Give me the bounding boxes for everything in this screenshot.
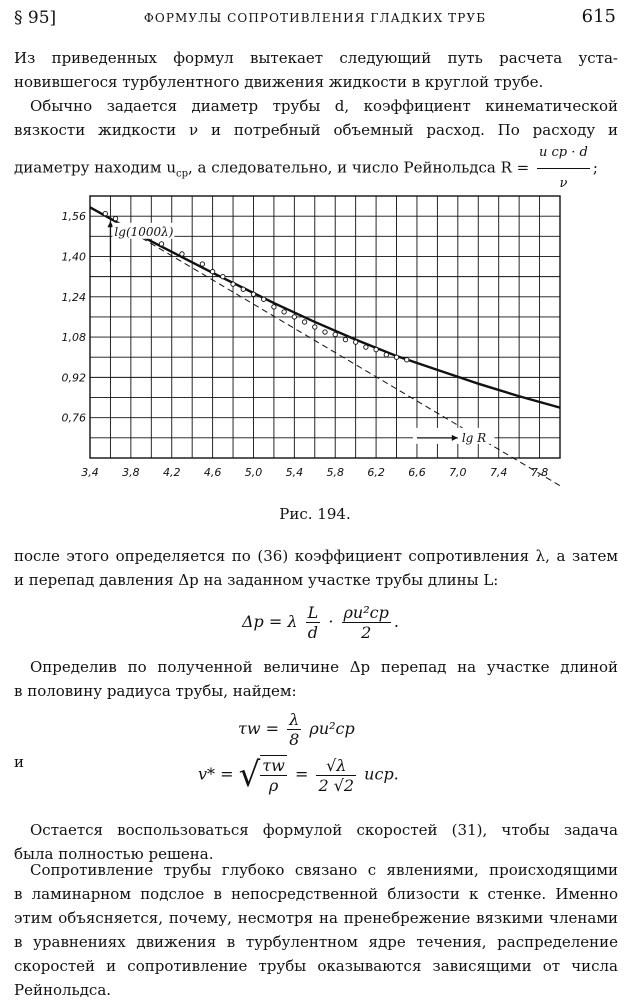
data-point-marker — [313, 325, 317, 329]
text-line: в уравнениях движения в турбулентном ядре течения, распределение — [14, 933, 618, 951]
data-point-marker — [210, 269, 214, 273]
fraction-denominator: 8 — [289, 730, 300, 749]
paragraph-6 — [14, 858, 618, 1002]
x-tick-label: 5,0 — [244, 466, 263, 479]
sqrt-sign: √ — [238, 755, 261, 795]
text-line: Обычно задается диаметр трубы d, коэффициент кинематической — [30, 97, 618, 115]
x-tick-label: 7,4 — [489, 466, 508, 479]
text-line: Из приведенных формул вытекает следующий путь расчета уста- — [14, 49, 618, 67]
data-point-marker — [353, 340, 357, 344]
text-fragment: диаметру находим u — [14, 158, 176, 177]
text-line: скоростей и сопротивление трубы оказываются зависящими от числа — [14, 957, 618, 975]
data-point-marker — [405, 358, 409, 362]
page-number: 615 — [581, 6, 616, 27]
text-fragment: , а следовательно, и число Рейнольдса R = — [188, 158, 530, 177]
x-tick-label: 3,4 — [81, 466, 99, 479]
x-tick-label: 7,8 — [530, 466, 549, 479]
pressure-drop-formula: Δp = λ $\frac{L}{d}$ · $\frac{\text{ρu²ср}}{2}$ . — [242, 603, 399, 642]
data-point-marker — [282, 310, 286, 314]
fraction-numerator: L — [307, 603, 319, 622]
fraction-denominator: ν — [559, 176, 568, 191]
text-line: новившегося турбулентного движения жидкости в круглой трубе. — [14, 73, 544, 91]
data-point-marker — [343, 337, 347, 341]
text-line: в ламинарном подслое в непосредственной близости к стенке. Именно — [14, 885, 618, 903]
data-point-marker — [272, 305, 276, 309]
section-number: § 95] — [14, 8, 57, 28]
formula-rhs: uср. — [364, 764, 399, 784]
data-point-marker — [333, 332, 337, 336]
sqrt-fraction — [260, 755, 287, 795]
text-line: Сопротивление трубы глубоко связано с явлениями, происходящими — [30, 861, 618, 879]
x-tick-label: 6,6 — [408, 466, 426, 479]
equals-sign: = — [294, 764, 309, 784]
text-line: и перепад давления Δp на заданном участке трубы длины L: — [14, 571, 499, 589]
data-point-marker — [103, 211, 107, 215]
data-point-marker — [364, 345, 368, 349]
formula-rhs: ρu²ср — [309, 719, 355, 738]
data-point-marker — [374, 347, 378, 351]
paragraph-3 — [14, 544, 618, 592]
data-point-marker — [323, 330, 327, 334]
y-tick-label: 1,40 — [61, 250, 86, 264]
fraction-numerator: √λ — [316, 756, 356, 776]
subscript: ср — [175, 168, 188, 180]
paragraph-4 — [14, 655, 618, 703]
running-title: ФОРМУЛЫ СОПРОТИВЛЕНИЯ ГЛАДКИХ ТРУБ — [143, 11, 487, 25]
formula-lhs: Δp = λ — [242, 612, 298, 631]
data-point-marker — [384, 353, 388, 357]
data-point-marker — [113, 216, 117, 220]
fraction-denominator: 2 √2 — [318, 775, 355, 795]
x-tick-label: 4,6 — [203, 466, 222, 479]
conjunction-and: и — [14, 753, 24, 771]
fraction-numerator: λ — [287, 710, 301, 730]
y-tick-label: 0,92 — [61, 371, 86, 385]
y-tick-label: 1,56 — [61, 210, 86, 224]
paragraph-1 — [14, 46, 618, 94]
data-point-marker — [221, 274, 225, 278]
fraction-denominator: d — [307, 623, 319, 642]
data-point-marker — [261, 297, 265, 301]
friction-velocity-formula — [198, 755, 399, 795]
fraction-denominator: 2 — [361, 623, 372, 642]
x-tick-label: 5,4 — [285, 466, 304, 479]
fraction-lambda-over-8 — [287, 710, 301, 749]
fraction-numerator: u ср · d — [537, 138, 590, 169]
data-point-marker — [231, 282, 235, 286]
fraction-sqrt-lambda — [316, 756, 356, 795]
data-point-marker — [241, 287, 245, 291]
text-line: Остается воспользоваться формулой скоростей (31), чтобы задача — [30, 821, 618, 839]
formula-lhs: τw = — [238, 719, 280, 738]
paragraph-2 — [14, 94, 618, 142]
y-tick-label: 0,76 — [61, 411, 86, 425]
data-point-marker — [251, 292, 255, 296]
data-point-marker — [200, 262, 204, 266]
text-line: была полностью решена. — [14, 845, 214, 863]
paragraph-2-line-3: диаметру находим $u_{ср}$, а следовательно, и число Рейнольдса R = $\frac{\text{u ср · d}}{\nu}$ ; — [14, 138, 618, 199]
x-tick-label: 4,2 — [162, 466, 181, 479]
x-tick-label: 5,8 — [326, 466, 344, 479]
x-tick-label: 3,8 — [122, 466, 140, 479]
data-point-marker — [159, 242, 163, 246]
x-tick-label: 6,2 — [367, 466, 385, 479]
fraction-numerator: τw — [262, 756, 285, 775]
y-tick-label: 1,24 — [61, 290, 86, 304]
fraction-l-over-d — [306, 603, 321, 642]
text-line: вязкости жидкости ν и потребный объемный расход. По расходу и — [14, 121, 618, 139]
wall-stress-formula — [238, 710, 355, 749]
data-point-marker — [394, 355, 398, 359]
text-line: после этого определяется по (36) коэффициент сопротивления λ, а затем — [14, 547, 618, 565]
text-line: Рейнольдса. — [14, 981, 112, 999]
line-dashed — [90, 207, 560, 485]
text-line: этим объясняется, почему, несмотря на пренебрежение вязкими членами — [14, 909, 618, 927]
data-point-marker — [180, 252, 184, 256]
page-header — [14, 6, 616, 30]
x-axis-label: lg R — [461, 430, 487, 445]
fraction-dynamic-pressure — [342, 603, 391, 642]
data-point-marker — [292, 315, 296, 319]
formula-lhs: v* = — [198, 764, 234, 784]
fraction-numerator: ρu²ср — [343, 603, 389, 622]
chart-figure — [60, 188, 570, 488]
text-line: Определив по полученной величине Δp перепад на участке длиной — [30, 658, 618, 676]
fraction-denominator: ρ — [268, 776, 279, 795]
figure-caption: Рис. 194. — [279, 505, 351, 523]
x-tick-label: 7,0 — [449, 466, 467, 479]
text-line: в половину радиуса трубы, найдем: — [14, 682, 297, 700]
y-axis-label: lg(1000λ) — [114, 224, 174, 239]
y-tick-label: 1,08 — [61, 331, 86, 345]
data-point-marker — [302, 320, 306, 324]
